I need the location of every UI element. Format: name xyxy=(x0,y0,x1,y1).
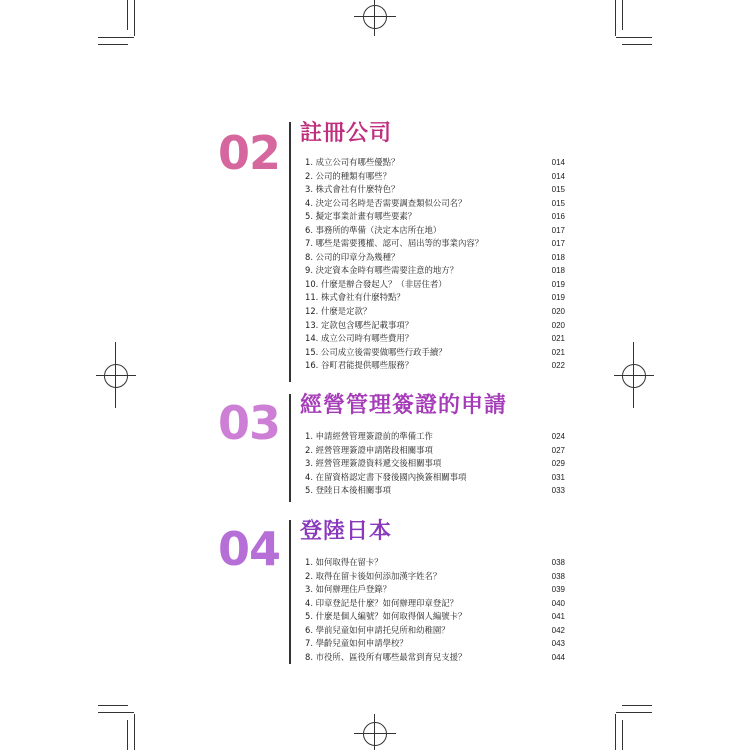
toc-entry[interactable] xyxy=(305,471,565,485)
toc-entry-title: 4. 決定公司名時是否需要調查類似公司名？ xyxy=(305,197,467,208)
chapter-title: 註冊公司 xyxy=(300,121,393,146)
toc-entry-title: 7. 學齡兒童如何申請學校？ xyxy=(305,638,408,649)
toc-entry[interactable] xyxy=(305,651,565,665)
toc-entry-page: 022 xyxy=(551,361,565,371)
toc-entry[interactable] xyxy=(305,278,565,292)
toc-entry[interactable] xyxy=(305,430,565,444)
toc-entry-page: 020 xyxy=(551,307,565,317)
toc-entry-title: 9. 決定資本金時有哪些需要注意的地方？ xyxy=(305,265,459,276)
toc-entry-page: 039 xyxy=(551,585,565,595)
crop-mark xyxy=(615,0,616,36)
crop-mark xyxy=(622,0,623,30)
registration-line xyxy=(354,16,396,17)
toc-entry-title: 13. 定款包含哪些記載事項？ xyxy=(305,319,414,330)
chapter-divider xyxy=(289,394,291,502)
toc-entry[interactable] xyxy=(305,251,565,265)
crop-mark xyxy=(98,37,134,38)
toc-entry-title: 12. 什麼是定款？ xyxy=(305,306,372,317)
toc-list xyxy=(305,556,565,664)
toc-entry-title: 6. 學前兒童如何申請托兒所和幼稚園？ xyxy=(305,624,450,635)
crop-mark xyxy=(616,712,652,713)
toc-entry-title: 7. 哪些是需要獲權、認可、屆出等的事業內容？ xyxy=(305,238,484,249)
toc-entry-page: 038 xyxy=(551,571,565,581)
toc-entry-page: 019 xyxy=(551,279,565,289)
toc-entry-page: 041 xyxy=(551,612,565,622)
registration-mark-icon xyxy=(104,364,128,388)
toc-entry[interactable] xyxy=(305,457,565,471)
toc-entry-page: 018 xyxy=(551,266,565,276)
toc-entry[interactable] xyxy=(305,224,565,238)
toc-entry-page: 017 xyxy=(551,239,565,249)
toc-entry[interactable] xyxy=(305,156,565,170)
toc-entry-title: 5. 什麼是個人編號？如何取得個人編號卡？ xyxy=(305,611,467,622)
toc-entry-title: 5. 登陸日本後相關事項 xyxy=(305,485,392,496)
crop-mark xyxy=(622,44,652,45)
registration-line xyxy=(374,0,375,36)
toc-entry-title: 8. 市役所、區役所有哪些最常到育兒支援？ xyxy=(305,651,467,662)
chapter-divider xyxy=(289,520,291,664)
chapter-title: 登陸日本 xyxy=(300,519,393,544)
registration-line xyxy=(374,714,375,750)
toc-entry[interactable] xyxy=(305,583,565,597)
chapter-title: 經營管理簽證的申請 xyxy=(300,393,508,418)
registration-line xyxy=(614,375,654,376)
toc-entry-page: 040 xyxy=(551,598,565,608)
toc-entry-title: 14. 成立公司時有哪些費用？ xyxy=(305,333,414,344)
toc-entry[interactable] xyxy=(305,637,565,651)
toc-entry[interactable] xyxy=(305,183,565,197)
crop-mark xyxy=(98,44,128,45)
toc-entry-title: 11. 株式會社有什麼特點？ xyxy=(305,292,405,303)
toc-entry-title: 1. 如何取得在留卡？ xyxy=(305,557,383,567)
toc-entry[interactable] xyxy=(305,624,565,638)
registration-mark-icon xyxy=(363,5,387,29)
toc-entry-title: 3. 株式會社有什麼特色？ xyxy=(305,184,400,195)
toc-entry-page: 019 xyxy=(551,293,565,303)
toc-entry-title: 15. 公司成立後需要做哪些行政手續？ xyxy=(305,346,447,357)
crop-mark xyxy=(98,705,128,706)
crop-mark xyxy=(98,712,134,713)
toc-entry-title: 16. 谷町君能提供哪些服務？ xyxy=(305,360,414,371)
toc-entry-page: 027 xyxy=(551,445,565,455)
toc-entry[interactable] xyxy=(305,570,565,584)
toc-entry[interactable] xyxy=(305,197,565,211)
toc-entry[interactable] xyxy=(305,264,565,278)
toc-entry-page: 015 xyxy=(551,198,565,208)
toc-entry-title: 5. 擬定事業計畫有哪些要素？ xyxy=(305,211,417,222)
toc-entry-page: 015 xyxy=(551,185,565,195)
toc-entry-title: 1. 申請經營管理簽證前的準備工作 xyxy=(305,431,433,441)
crop-mark xyxy=(134,0,135,36)
toc-entry[interactable] xyxy=(305,170,565,184)
toc-entry[interactable] xyxy=(305,346,565,360)
toc-entry-title: 2. 公司的種類有哪些？ xyxy=(305,170,392,181)
toc-entry-title: 4. 印章登記是什麼？如何辦理印章登記？ xyxy=(305,597,459,608)
toc-entry-page: 018 xyxy=(551,252,565,262)
crop-mark xyxy=(134,714,135,750)
toc-entry[interactable] xyxy=(305,610,565,624)
toc-entry-title: 8. 公司的印章分為幾種？ xyxy=(305,251,400,262)
toc-entry-page: 038 xyxy=(551,558,565,567)
toc-entry-page: 033 xyxy=(551,486,565,496)
toc-entry[interactable] xyxy=(305,556,565,570)
toc-entry[interactable] xyxy=(305,237,565,251)
toc-entry-title: 1. 成立公司有哪些優點？ xyxy=(305,157,400,167)
crop-mark xyxy=(616,37,652,38)
toc-entry-page: 031 xyxy=(551,472,565,482)
toc-entry-page: 020 xyxy=(551,320,565,330)
registration-mark-icon xyxy=(622,364,646,388)
toc-entry[interactable] xyxy=(305,319,565,333)
toc-entry-title: 2. 取得在留卡後如何添加漢字姓名？ xyxy=(305,570,442,581)
chapter-number: 03 xyxy=(218,396,281,450)
crop-mark xyxy=(615,714,616,750)
registration-line xyxy=(96,375,136,376)
crop-mark xyxy=(127,0,128,30)
toc-list xyxy=(305,430,565,498)
crop-mark xyxy=(127,720,128,750)
crop-mark xyxy=(622,705,652,706)
toc-entry-page: 024 xyxy=(551,432,565,441)
toc-entry-page: 017 xyxy=(551,225,565,235)
toc-entry-page: 021 xyxy=(551,347,565,357)
toc-entry[interactable] xyxy=(305,305,565,319)
toc-entry[interactable] xyxy=(305,359,565,373)
toc-entry[interactable] xyxy=(305,291,565,305)
toc-entry-page: 044 xyxy=(551,652,565,662)
toc-entry-title: 2. 經營管理簽證申請階段相關事項 xyxy=(305,444,433,455)
chapter-divider xyxy=(289,122,291,382)
toc-entry-page: 042 xyxy=(551,625,565,635)
chapter-number: 02 xyxy=(218,126,281,180)
toc-entry[interactable] xyxy=(305,210,565,224)
toc-entry[interactable] xyxy=(305,444,565,458)
registration-mark-icon xyxy=(363,722,387,746)
toc-list xyxy=(305,156,565,373)
toc-entry-page: 029 xyxy=(551,459,565,469)
toc-entry-page: 016 xyxy=(551,212,565,222)
toc-entry-title: 3. 如何辦理住戶登錄？ xyxy=(305,584,392,595)
toc-entry-title: 4. 在留資格認定書下發後國內換簽相關事項 xyxy=(305,471,467,482)
toc-entry[interactable] xyxy=(305,597,565,611)
toc-entry-title: 6. 事務所的準備（決定本店所在地） xyxy=(305,224,442,235)
toc-entry-title: 3. 經營管理簽證資料遞交後相關事項 xyxy=(305,458,442,469)
registration-line xyxy=(354,733,396,734)
toc-entry[interactable] xyxy=(305,484,565,498)
toc-entry[interactable] xyxy=(305,332,565,346)
toc-entry-page: 021 xyxy=(551,334,565,344)
toc-entry-page: 014 xyxy=(551,158,565,167)
toc-entry-page: 043 xyxy=(551,639,565,649)
toc-entry-title: 10. 什麼是辦合發起人？（非居住者） xyxy=(305,278,447,289)
chapter-number: 04 xyxy=(218,522,281,576)
toc-entry-page: 014 xyxy=(551,171,565,181)
crop-mark xyxy=(622,720,623,750)
